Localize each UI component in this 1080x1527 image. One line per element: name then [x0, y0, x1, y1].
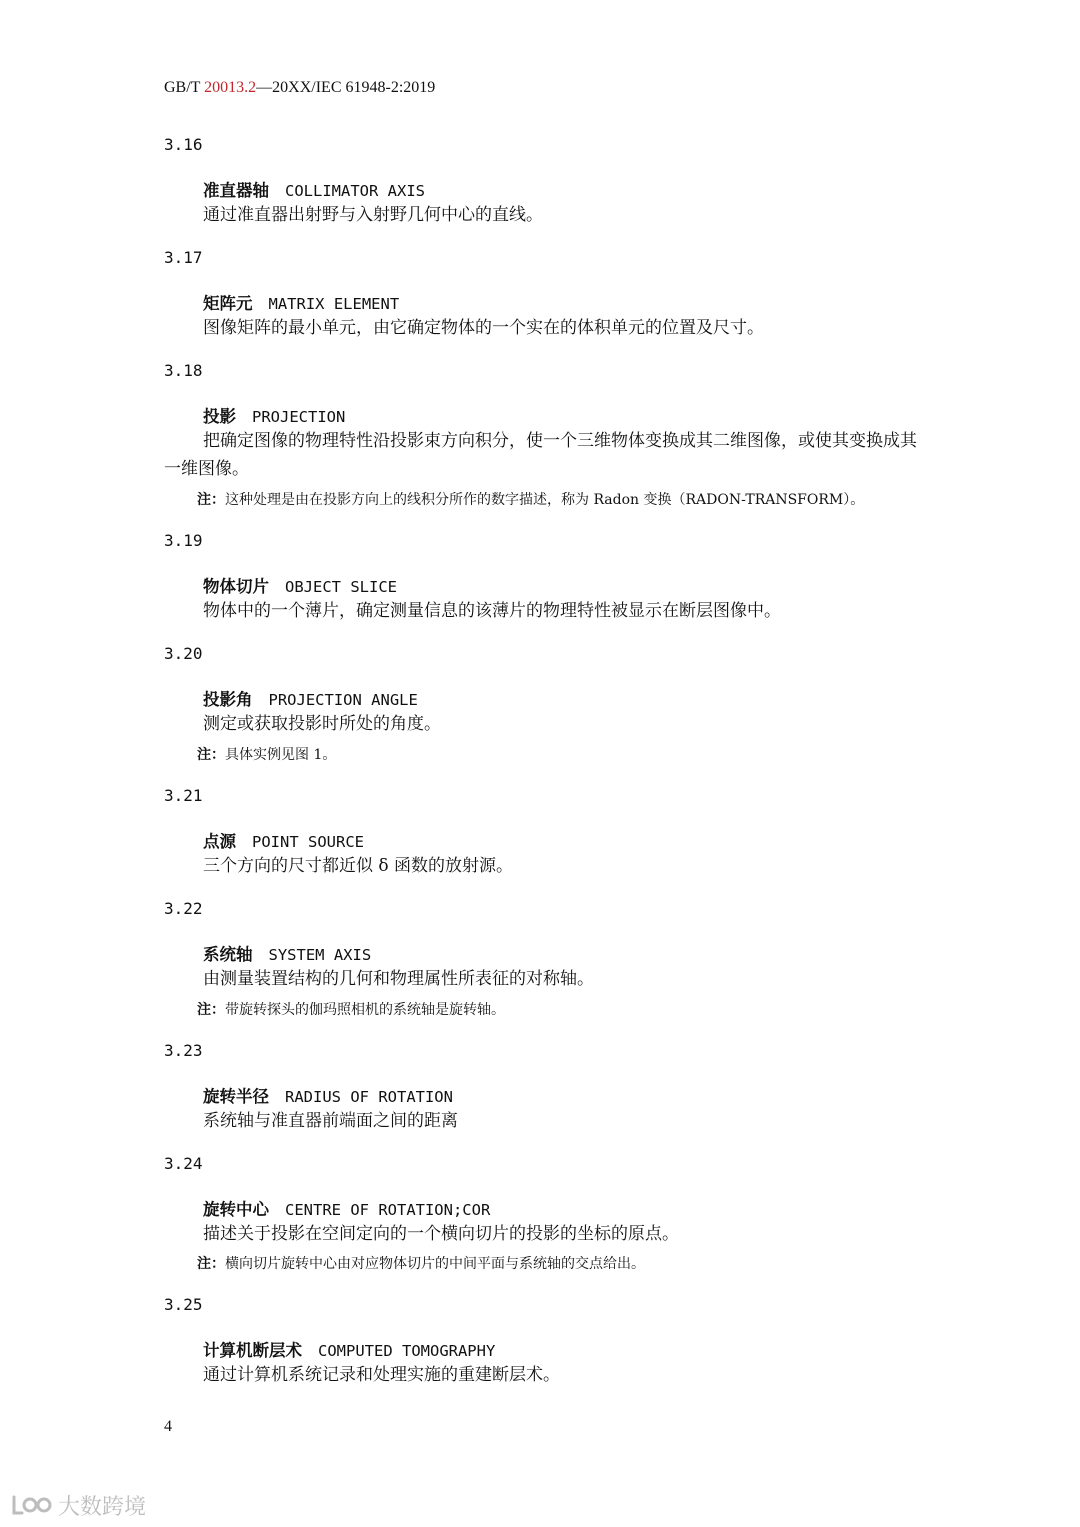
term-title-en: COMPUTED TOMOGRAPHY: [318, 1342, 496, 1360]
term-note: [197, 1253, 957, 1273]
term-title-en: PROJECTION: [252, 408, 346, 426]
term-title: [203, 1196, 490, 1220]
note-label: 注：: [197, 747, 225, 763]
term-title-zh: 物体切片: [203, 577, 269, 596]
term-number: 3.19: [164, 531, 203, 550]
term-definition: 系统轴与准直器前端面之间的距离: [203, 1111, 458, 1131]
note-text: 带旋转探头的伽玛照相机的系统轴是旋转轴。: [225, 1002, 505, 1018]
note-label: 注：: [197, 1002, 225, 1018]
term-title: [203, 686, 418, 710]
term-definition: 通过计算机系统记录和处理实施的重建断层术。: [203, 1365, 560, 1385]
term-definition: 图像矩阵的最小单元，由它确定物体的一个实在的体积单元的位置及尺寸。: [203, 318, 764, 338]
watermark-text: 大数跨境: [58, 1495, 147, 1520]
term-note: [197, 489, 957, 509]
term-title-en: POINT SOURCE: [252, 833, 364, 851]
term-number: 3.22: [164, 899, 203, 918]
note-label: 注：: [197, 1256, 225, 1272]
term-definition: 物体中的一个薄片，确定测量信息的该薄片的物理特性被显示在断层图像中。: [203, 601, 781, 621]
term-title-zh: 系统轴: [203, 945, 253, 964]
term-definition: 描述关于投影在空间定向的一个横向切片的投影的坐标的原点。: [203, 1224, 679, 1244]
term-title: [203, 1337, 495, 1361]
term-title-en: RADIUS OF ROTATION: [285, 1088, 453, 1106]
term-number: 3.16: [164, 135, 203, 154]
term-title-zh: 计算机断层术: [203, 1341, 302, 1360]
term-title-en: CENTRE OF ROTATION;COR: [285, 1201, 491, 1219]
note-label: 注：: [197, 492, 225, 508]
term-number: 3.23: [164, 1041, 203, 1060]
document-header: [164, 79, 435, 97]
term-number: 3.17: [164, 248, 203, 267]
standard-number: 20013.2: [204, 79, 257, 96]
note-text: 横向切片旋转中心由对应物体切片的中间平面与系统轴的交点给出。: [225, 1256, 645, 1272]
term-number: 3.18: [164, 361, 203, 380]
term-title-en: SYSTEM AXIS: [268, 946, 372, 964]
standard-prefix: GB/T: [164, 79, 205, 96]
term-title-zh: 投影角: [203, 690, 253, 709]
term-title: [203, 403, 345, 427]
term-number: 3.20: [164, 644, 203, 663]
term-definition: 通过准直器出射野与入射野几何中心的直线。: [203, 205, 543, 225]
term-title: [203, 941, 371, 965]
term-note: [197, 744, 957, 764]
term-title: [203, 573, 397, 597]
term-number: 3.24: [164, 1154, 203, 1173]
term-definition: 三个方向的尺寸都近似 δ 函数的放射源。: [203, 856, 514, 876]
term-title: [203, 290, 399, 314]
term-title-en: COLLIMATOR AXIS: [285, 182, 425, 200]
page-number: 4: [164, 1418, 172, 1435]
term-title-en: MATRIX ELEMENT: [268, 295, 400, 313]
note-text: 这种处理是由在投影方向上的线积分所作的数字描述，称为 Radon 变换（RADON-TRANSFORM）。: [225, 492, 865, 508]
term-title-zh: 旋转半径: [203, 1087, 269, 1106]
watermark: [8, 1490, 146, 1521]
term-title-zh: 准直器轴: [203, 181, 269, 200]
term-number: 3.25: [164, 1295, 203, 1314]
term-title: [203, 1083, 453, 1107]
term-definition: 测定或获取投影时所处的角度。: [203, 714, 441, 734]
term-title-zh: 矩阵元: [203, 294, 253, 313]
term-title-en: PROJECTION ANGLE: [268, 691, 418, 709]
term-title-zh: 旋转中心: [203, 1200, 269, 1219]
term-title-zh: 投影: [203, 407, 236, 426]
term-title-zh: 点源: [203, 832, 236, 851]
standard-suffix: —20XX/IEC 61948-2:2019: [256, 79, 436, 96]
term-title: [203, 828, 364, 852]
logo-icon: [8, 1493, 52, 1519]
term-number: 3.21: [164, 786, 203, 805]
term-title-en: OBJECT SLICE: [285, 578, 397, 596]
note-text: 具体实例见图 1。: [225, 747, 337, 763]
term-definition: 由测量装置结构的几何和物理属性所表征的对称轴。: [203, 969, 594, 989]
term-title: [203, 177, 425, 201]
term-definition: 把确定图像的物理特性沿投影束方向积分，使一个三维物体变换成其二维图像，或使其变换成其一维图像。: [164, 431, 917, 479]
term-note: [197, 999, 957, 1019]
